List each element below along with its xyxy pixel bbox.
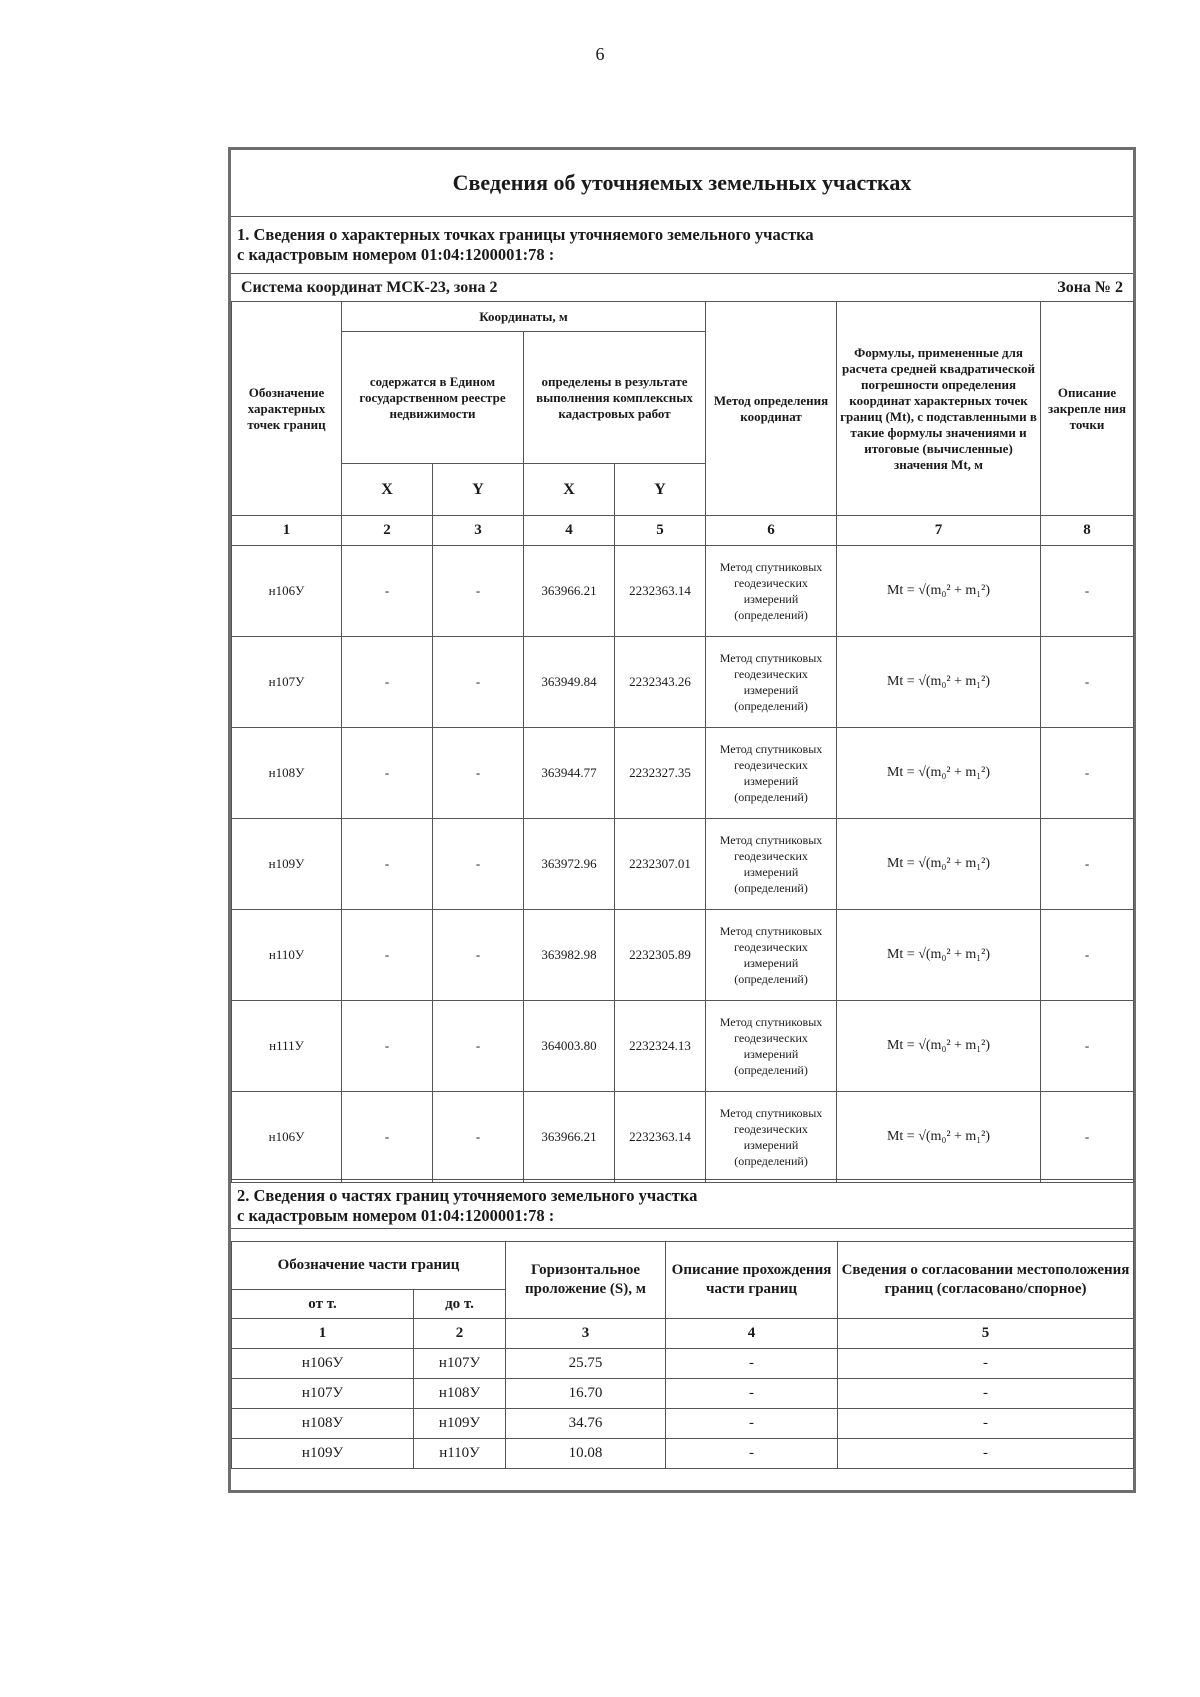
column-number-row [232,516,1134,546]
point-cell: н106У [232,546,342,637]
column-number: 1 [232,516,342,546]
formula-cell: Mt = √(m₀² + m₁²) [837,728,1041,819]
section-2-heading-line-1: 2. Сведения о частях границ уточняемого земельного участка [237,1186,698,1205]
description-cell: - [1041,728,1134,819]
method-cell: Метод спутниковых геодезических измерений (определений) [706,1092,837,1183]
table-row [232,1349,1134,1379]
table-row [232,728,1134,819]
from-point-cell: н107У [232,1379,414,1409]
to-point-cell: н110У [414,1439,506,1469]
column-number: 4 [524,516,615,546]
method-cell: Метод спутниковых геодезических измерений (определений) [706,1001,837,1092]
part-description-cell: - [666,1349,838,1379]
header-horizontal-distance: Горизонтальное проложение (S), м [506,1242,666,1319]
table-row [232,1001,1134,1092]
coordinate-system-label: Система координат МСК-23, зона 2 [241,279,498,296]
header-to-point: до т. [414,1290,506,1319]
header-agreement: Сведения о согласовании местоположения границ (согласовано/спорное) [838,1242,1134,1319]
description-cell: - [1041,910,1134,1001]
y-works-cell: 2232307.01 [615,819,706,910]
formula-cell: Mt = √(m₀² + m₁²) [837,637,1041,728]
table-row [232,546,1134,637]
table-row [232,910,1134,1001]
distance-cell: 16.70 [506,1379,666,1409]
table-row [232,1439,1134,1469]
point-cell: н106У [232,1092,342,1183]
column-number: 5 [838,1319,1134,1349]
column-number: 2 [414,1319,506,1349]
x-works-cell: 363944.77 [524,728,615,819]
to-point-cell: н107У [414,1349,506,1379]
y-works-cell: 2232305.89 [615,910,706,1001]
method-cell: Метод спутниковых геодезических измерений (определений) [706,819,837,910]
column-number: 3 [506,1319,666,1349]
from-point-cell: н106У [232,1349,414,1379]
header-description: Описание закрепле ния точки [1041,302,1134,516]
point-cell: н109У [232,819,342,910]
method-cell: Метод спутниковых геодезических измерений (определений) [706,546,837,637]
header-method: Метод определения координат [706,302,837,516]
coordinate-system-bar [231,274,1133,302]
table-row [232,1379,1134,1409]
agreement-cell: - [838,1439,1134,1469]
y-registry-cell: - [433,819,524,910]
to-point-cell: н108У [414,1379,506,1409]
header-x-registry: X [342,464,433,516]
x-registry-cell: - [342,1092,433,1183]
distance-cell: 10.08 [506,1439,666,1469]
y-registry-cell: - [433,1001,524,1092]
point-cell: н110У [232,910,342,1001]
to-point-cell: н109У [414,1409,506,1439]
x-works-cell: 364003.80 [524,1001,615,1092]
section-1-heading-line-1: 1. Сведения о характерных точках границы уточняемого земельного участка [237,225,814,244]
table-row [232,819,1134,910]
header-formulas: Формулы, примененные для расчета средней квадратической погрешности определения координат характерных точек границ (Mt), с подставленными в такие формулы значениями и итоговые (вычисленные) значения Mt, м [837,302,1041,516]
x-works-cell: 363982.98 [524,910,615,1001]
section-2-heading-line-2: с кадастровым номером 01:04:1200001:78 : [237,1206,555,1225]
section-1-heading-line-2: с кадастровым номером 01:04:1200001:78 : [237,245,555,264]
column-number: 2 [342,516,433,546]
y-registry-cell: - [433,546,524,637]
header-part-designation: Обозначение части границ [232,1242,506,1290]
y-works-cell: 2232363.14 [615,1092,706,1183]
header-part-description: Описание прохождения части границ [666,1242,838,1319]
method-cell: Метод спутниковых геодезических измерений (определений) [706,728,837,819]
method-cell: Метод спутниковых геодезических измерений (определений) [706,637,837,728]
method-cell: Метод спутниковых геодезических измерений (определений) [706,910,837,1001]
document-frame [228,147,1136,1493]
agreement-cell: - [838,1349,1134,1379]
header-from-point: от т. [232,1290,414,1319]
column-number: 1 [232,1319,414,1349]
description-cell: - [1041,1001,1134,1092]
description-cell: - [1041,1092,1134,1183]
part-description-cell: - [666,1439,838,1469]
from-point-cell: н109У [232,1439,414,1469]
y-works-cell: 2232327.35 [615,728,706,819]
boundary-points-table [231,301,1134,1183]
table-row [232,1409,1134,1439]
point-cell: н108У [232,728,342,819]
x-registry-cell: - [342,1001,433,1092]
x-registry-cell: - [342,819,433,910]
x-registry-cell: - [342,910,433,1001]
part-description-cell: - [666,1409,838,1439]
section-2-heading [231,1179,1133,1229]
page-number: 6 [595,44,605,64]
y-works-cell: 2232324.13 [615,1001,706,1092]
formula-cell: Mt = √(m₀² + m₁²) [837,1092,1041,1183]
formula-cell: Mt = √(m₀² + m₁²) [837,910,1041,1001]
header-determined-by-works: определены в результате выполнения комплексных кадастровых работ [524,332,706,464]
x-registry-cell: - [342,728,433,819]
column-number: 5 [615,516,706,546]
column-number: 6 [706,516,837,546]
section-1-heading [231,222,1133,274]
agreement-cell: - [838,1409,1134,1439]
header-y-registry: Y [433,464,524,516]
x-works-cell: 363966.21 [524,546,615,637]
header-contained-in-registry: содержатся в Едином государственном реестре недвижимости [342,332,524,464]
x-registry-cell: - [342,637,433,728]
column-number: 4 [666,1319,838,1349]
header-y-works: Y [615,464,706,516]
x-works-cell: 363966.21 [524,1092,615,1183]
column-number: 3 [433,516,524,546]
y-registry-cell: - [433,637,524,728]
y-registry-cell: - [433,910,524,1001]
description-cell: - [1041,546,1134,637]
x-registry-cell: - [342,546,433,637]
header-point-designation: Обозначение характерных точек границ [232,302,342,516]
y-registry-cell: - [433,728,524,819]
boundary-parts-table [231,1241,1134,1469]
formula-cell: Mt = √(m₀² + m₁²) [837,546,1041,637]
document-title: Сведения об уточняемых земельных участках [231,150,1133,217]
y-works-cell: 2232363.14 [615,546,706,637]
x-works-cell: 363972.96 [524,819,615,910]
part-description-cell: - [666,1379,838,1409]
table-row [232,1092,1134,1183]
column-number: 7 [837,516,1041,546]
formula-cell: Mt = √(m₀² + m₁²) [837,1001,1041,1092]
distance-cell: 34.76 [506,1409,666,1439]
formula-cell: Mt = √(m₀² + m₁²) [837,819,1041,910]
point-cell: н111У [232,1001,342,1092]
description-cell: - [1041,637,1134,728]
point-cell: н107У [232,637,342,728]
column-number-row [232,1319,1134,1349]
description-cell: - [1041,819,1134,910]
column-number: 8 [1041,516,1134,546]
x-works-cell: 363949.84 [524,637,615,728]
from-point-cell: н108У [232,1409,414,1439]
header-coordinates: Координаты, м [342,302,706,332]
zone-label: Зона № 2 [1057,279,1123,296]
y-registry-cell: - [433,1092,524,1183]
agreement-cell: - [838,1379,1134,1409]
y-works-cell: 2232343.26 [615,637,706,728]
distance-cell: 25.75 [506,1349,666,1379]
table-row [232,637,1134,728]
header-x-works: X [524,464,615,516]
